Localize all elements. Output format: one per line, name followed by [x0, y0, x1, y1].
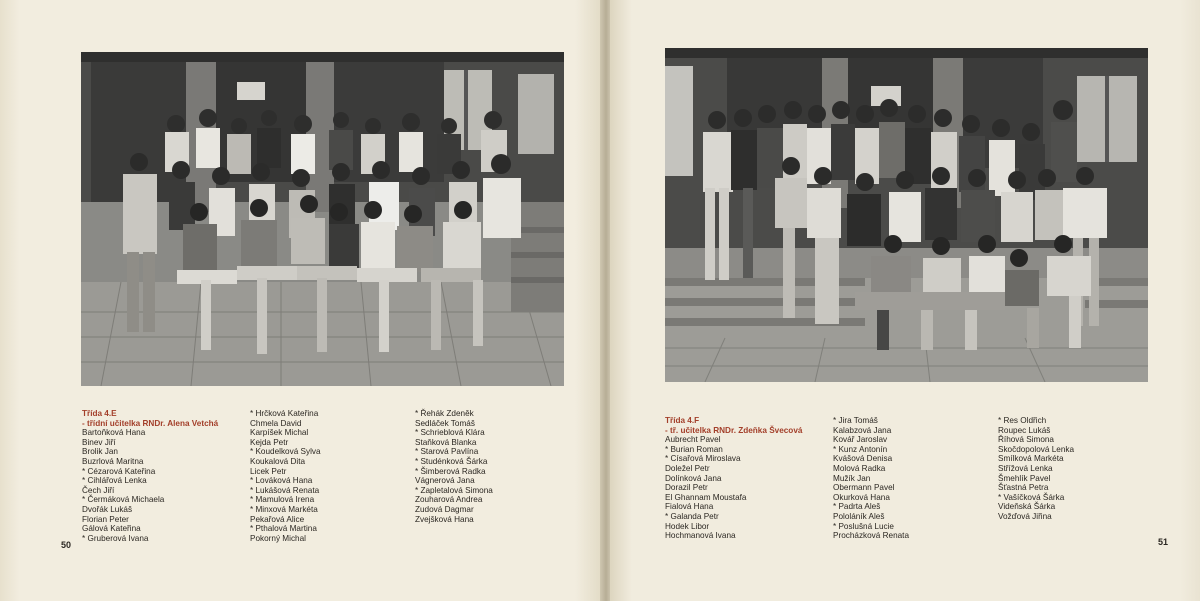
- student-name: Procházková Renata: [833, 531, 910, 541]
- student-name: Aubrecht Pavel: [665, 435, 721, 445]
- student-name: * Cihlářová Lenka: [82, 476, 147, 486]
- student-name: Fialová Hana: [665, 502, 714, 512]
- student-name: Pololáník Aleš: [833, 511, 885, 521]
- student-name: * Galanda Petr: [665, 511, 719, 521]
- student-name: * Mamulová Irena: [250, 495, 315, 505]
- student-name: * Minxová Markéta: [250, 504, 318, 514]
- caption-4f: [665, 416, 1185, 556]
- student-name: Vágnerová Jana: [415, 476, 475, 486]
- student-name: Brolik Jan: [82, 447, 118, 457]
- student-name: Zouharová Andrea: [415, 495, 483, 505]
- class-teacher: - třídní učitelka RNDr. Alena Vetchá: [82, 418, 219, 428]
- student-name: Licek Petr: [250, 466, 287, 476]
- student-name: Smílková Markéta: [998, 454, 1064, 464]
- student-name: Obermann Pavel: [833, 483, 895, 493]
- student-name: Koukalová Dita: [250, 456, 306, 466]
- student-name: * Cézarová Kateřina: [82, 466, 156, 476]
- student-name: * Kunz Antonín: [833, 444, 888, 454]
- caption-4e: [82, 409, 592, 549]
- student-name: Hodek Libor: [665, 521, 710, 531]
- student-name: * Koudelková Sylva: [250, 447, 321, 457]
- student-name: * Res Oldřich: [998, 416, 1047, 425]
- student-name: Videňská Šárka: [998, 502, 1056, 512]
- student-name: * Zapletalová Simona: [415, 485, 493, 495]
- student-name: * Císařová Miroslava: [665, 454, 741, 464]
- student-name: Chmela David: [250, 418, 302, 428]
- caption-column-1: [82, 409, 218, 543]
- student-name: Zudová Dagmar: [415, 504, 474, 514]
- student-name: Čech Jiří: [82, 485, 115, 495]
- student-name: Mužík Jan: [833, 473, 871, 483]
- caption-column-3: [998, 416, 1074, 522]
- student-name: Bartoňková Hana: [82, 428, 146, 438]
- student-name: Buzrlová Maritna: [82, 456, 144, 466]
- student-name: Okurková Hana: [833, 492, 890, 502]
- student-name: * Burian Roman: [665, 444, 723, 454]
- student-name: Šmehlík Pavel: [998, 473, 1051, 483]
- caption-column-2: [833, 416, 909, 541]
- student-name: * Gruberová Ivana: [82, 533, 149, 543]
- student-name: Karpíšek Michal: [250, 428, 309, 438]
- class-title: Třída 4.F: [665, 416, 700, 425]
- student-name: * Čermáková Michaela: [82, 495, 165, 505]
- student-name: Doležel Petr: [665, 463, 710, 473]
- class-photo-4f: [665, 48, 1148, 382]
- caption-column-1: [665, 416, 802, 541]
- student-name: * Jira Tomáš: [833, 416, 878, 425]
- page-number: 51: [1158, 537, 1169, 547]
- student-name: Florian Peter: [82, 514, 129, 524]
- student-name: * Padrta Aleš: [833, 502, 881, 512]
- student-name: * Schrieblová Klára: [415, 428, 485, 438]
- student-name: Dorazil Petr: [665, 483, 708, 493]
- student-name: Kovář Jaroslav: [833, 435, 888, 445]
- student-name: Molová Radka: [833, 463, 886, 473]
- student-name: Kvášová Denisa: [833, 454, 893, 464]
- student-name: * Vašíčková Šárka: [998, 492, 1065, 502]
- student-name: Vožďová Jiřina: [998, 511, 1052, 521]
- right-page: [610, 0, 1200, 601]
- student-name: Střížová Lenka: [998, 463, 1053, 473]
- student-name: * Hrčková Kateřina: [250, 409, 319, 418]
- student-name: * Řehák Zdeněk: [415, 409, 474, 418]
- class-photo-4e: [81, 52, 564, 386]
- page-number: 50: [61, 540, 72, 550]
- student-name: Gálová Kateřina: [82, 524, 141, 534]
- student-name: Skočdopolová Lenka: [998, 444, 1075, 454]
- student-name: * Poslušná Lucie: [833, 521, 894, 531]
- student-name: El Ghannam Moustafa: [665, 492, 747, 502]
- student-name: Sedláček Tomáš: [415, 418, 475, 428]
- student-name: Hochmanová Ivana: [665, 531, 736, 541]
- student-name: Dvořák Lukáš: [82, 504, 133, 514]
- caption-column-2: [250, 409, 321, 543]
- student-name: Dolínková Jana: [665, 473, 722, 483]
- student-name: Zvejšková Hana: [415, 514, 474, 524]
- class-title: Třída 4.E: [82, 409, 117, 418]
- student-name: Šťastná Petra: [998, 483, 1049, 493]
- student-name: * Starová Pavlína: [415, 447, 479, 457]
- student-name: * Pthalová Martina: [250, 524, 317, 534]
- student-name: Kejda Petr: [250, 437, 289, 447]
- student-name: Pokorný Michal: [250, 533, 306, 543]
- student-name: Říhová Simona: [998, 435, 1054, 445]
- caption-column-3: [415, 409, 493, 524]
- student-name: Staňková Blanka: [415, 437, 477, 447]
- student-name: Kalabzová Jana: [833, 425, 892, 435]
- class-teacher: - tř. učitelka RNDr. Zdeňka Švecová: [665, 425, 803, 435]
- student-name: * Studénková Šárka: [415, 456, 488, 466]
- student-name: Binev Jiří: [82, 437, 116, 447]
- student-name: Pekařová Alice: [250, 514, 305, 524]
- student-name: * Šimberová Radka: [415, 466, 486, 476]
- student-name: * Lováková Hana: [250, 476, 313, 486]
- student-name: * Lukášová Renata: [250, 485, 320, 495]
- student-name: Roupec Lukáš: [998, 425, 1051, 435]
